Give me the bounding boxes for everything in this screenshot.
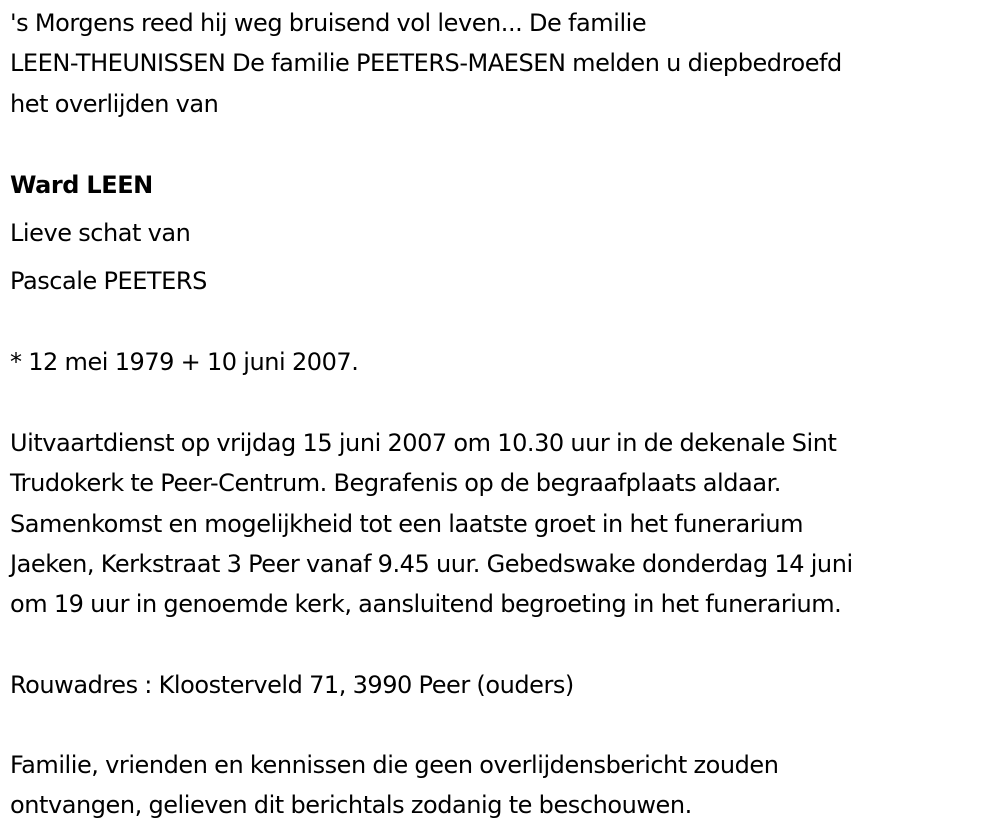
intro-line: LEEN-THEUNISSEN De familie PEETERS-MAESEN melden u diepbedroefd [10, 49, 842, 78]
service-line: Samenkomst en mogelijkheid tot een laatste groet in het funerarium [10, 509, 804, 538]
service-line: Trudokerk te Peer-Centrum. Begrafenis op de begraafplaats aldaar. [10, 469, 781, 498]
service-line: Jaeken, Kerkstraat 3 Peer vanaf 9.45 uur. Gebedswake donderdag 14 juni [10, 550, 853, 579]
closing-line: ontvangen, gelieven dit berichtals zodanig te beschouwen. [10, 791, 692, 820]
service-paragraph [10, 423, 995, 624]
life-dates: * 12 mei 1979 + 10 juni 2007. [10, 347, 359, 376]
relation-label: Lieve schat van [10, 218, 191, 247]
intro-paragraph [10, 3, 995, 124]
intro-line: 's Morgens reed hij weg bruisend vol leven... De familie [10, 9, 647, 37]
partner-name: Pascale PEETERS [10, 266, 207, 295]
intro-line: het overlijden van [10, 89, 219, 118]
closing-line: Familie, vrienden en kennissen die geen overlijdensbericht zouden [10, 750, 779, 779]
mourning-address: Rouwadres : Kloosterveld 71, 3990 Peer (ouders) [10, 670, 574, 699]
service-line: Uitvaartdienst op vrijdag 15 juni 2007 om 10.30 uur in de dekenale Sint [10, 429, 837, 458]
obituary-notice [10, 3, 995, 826]
service-line: om 19 uur in genoemde kerk, aansluitend begroeting in het funerarium. [10, 590, 842, 619]
deceased-name: Ward LEEN [10, 170, 153, 199]
closing-paragraph [10, 745, 995, 826]
